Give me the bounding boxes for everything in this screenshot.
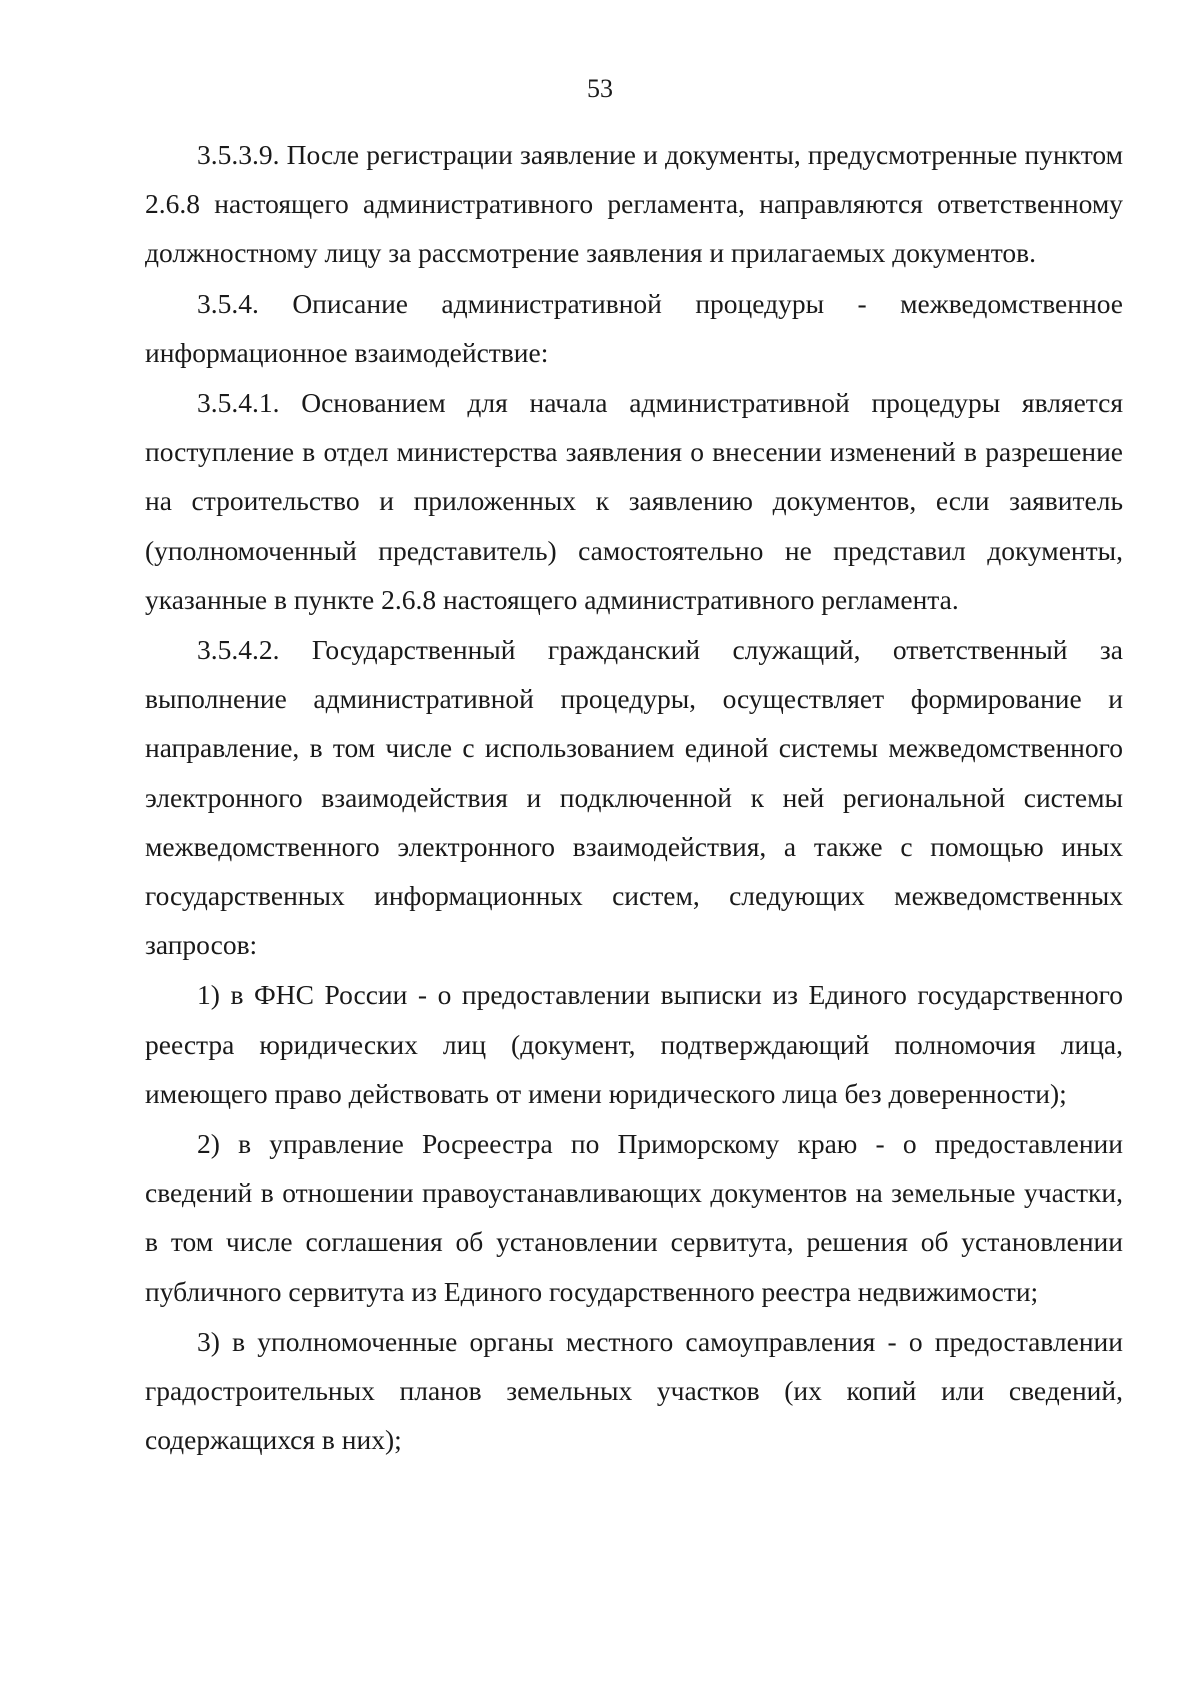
paragraph-3-5-3-9: 3.5.3.9. После регистрации заявление и документы, предусмотренные пунктом 2.6.8 настоящего административного регламента, направляются ответственному должностному лицу за рассмотрение заявления и прилагаемых документов. <box>145 139 1123 269</box>
document-body <box>145 130 1123 1465</box>
list-item-3: 3) в уполномоченные органы местного самоуправления - о предоставлении градостроительных планов земельных участков (их копий или сведений, содержащихся в них); <box>145 1325 1123 1456</box>
paragraph-3-5-4: 3.5.4. Описание административной процедуры - межведомственное информационное взаимодействие: <box>145 287 1123 368</box>
list-item-1: 1) в ФНС России - о предоставлении выписки из Единого государственного реестра юридических лиц (документ, подтверждающий полномочия лица, имеющего право действовать от имени юридического лица без доверенности); <box>145 979 1123 1109</box>
list-item-2: 2) в управление Росреестра по Приморскому краю - о предоставлении сведений в отношении правоустанавливающих документов на земельные участки, в том числе соглашения об установлении сервитута, решения об установлении публичного сервитута из Единого государственного реестра недвижимости; <box>145 1128 1123 1307</box>
paragraph-3-5-4-2: 3.5.4.2. Государственный гражданский служащий, ответственный за выполнение административной процедуры, осуществляет формирование и направление, в том числе с использованием единой системы межведомственного электронного взаимодействия и подключенной к ней региональной системы межведомственного электронного взаимодействия, а также с помощью иных государственных информационных систем, следующих межведомственных запросов: <box>145 634 1123 961</box>
page-number: 53 <box>587 74 613 103</box>
paragraph-3-5-4-1: 3.5.4.1. Основанием для начала административной процедуры является поступление в отдел министерства заявления о внесении изменений в разрешение на строительство и приложенных к заявлению документов, если заявитель (уполномоченный представитель) самостоятельно не представил документы, указанные в пункте 2.6.8 настоящего административного регламента. <box>145 387 1123 615</box>
